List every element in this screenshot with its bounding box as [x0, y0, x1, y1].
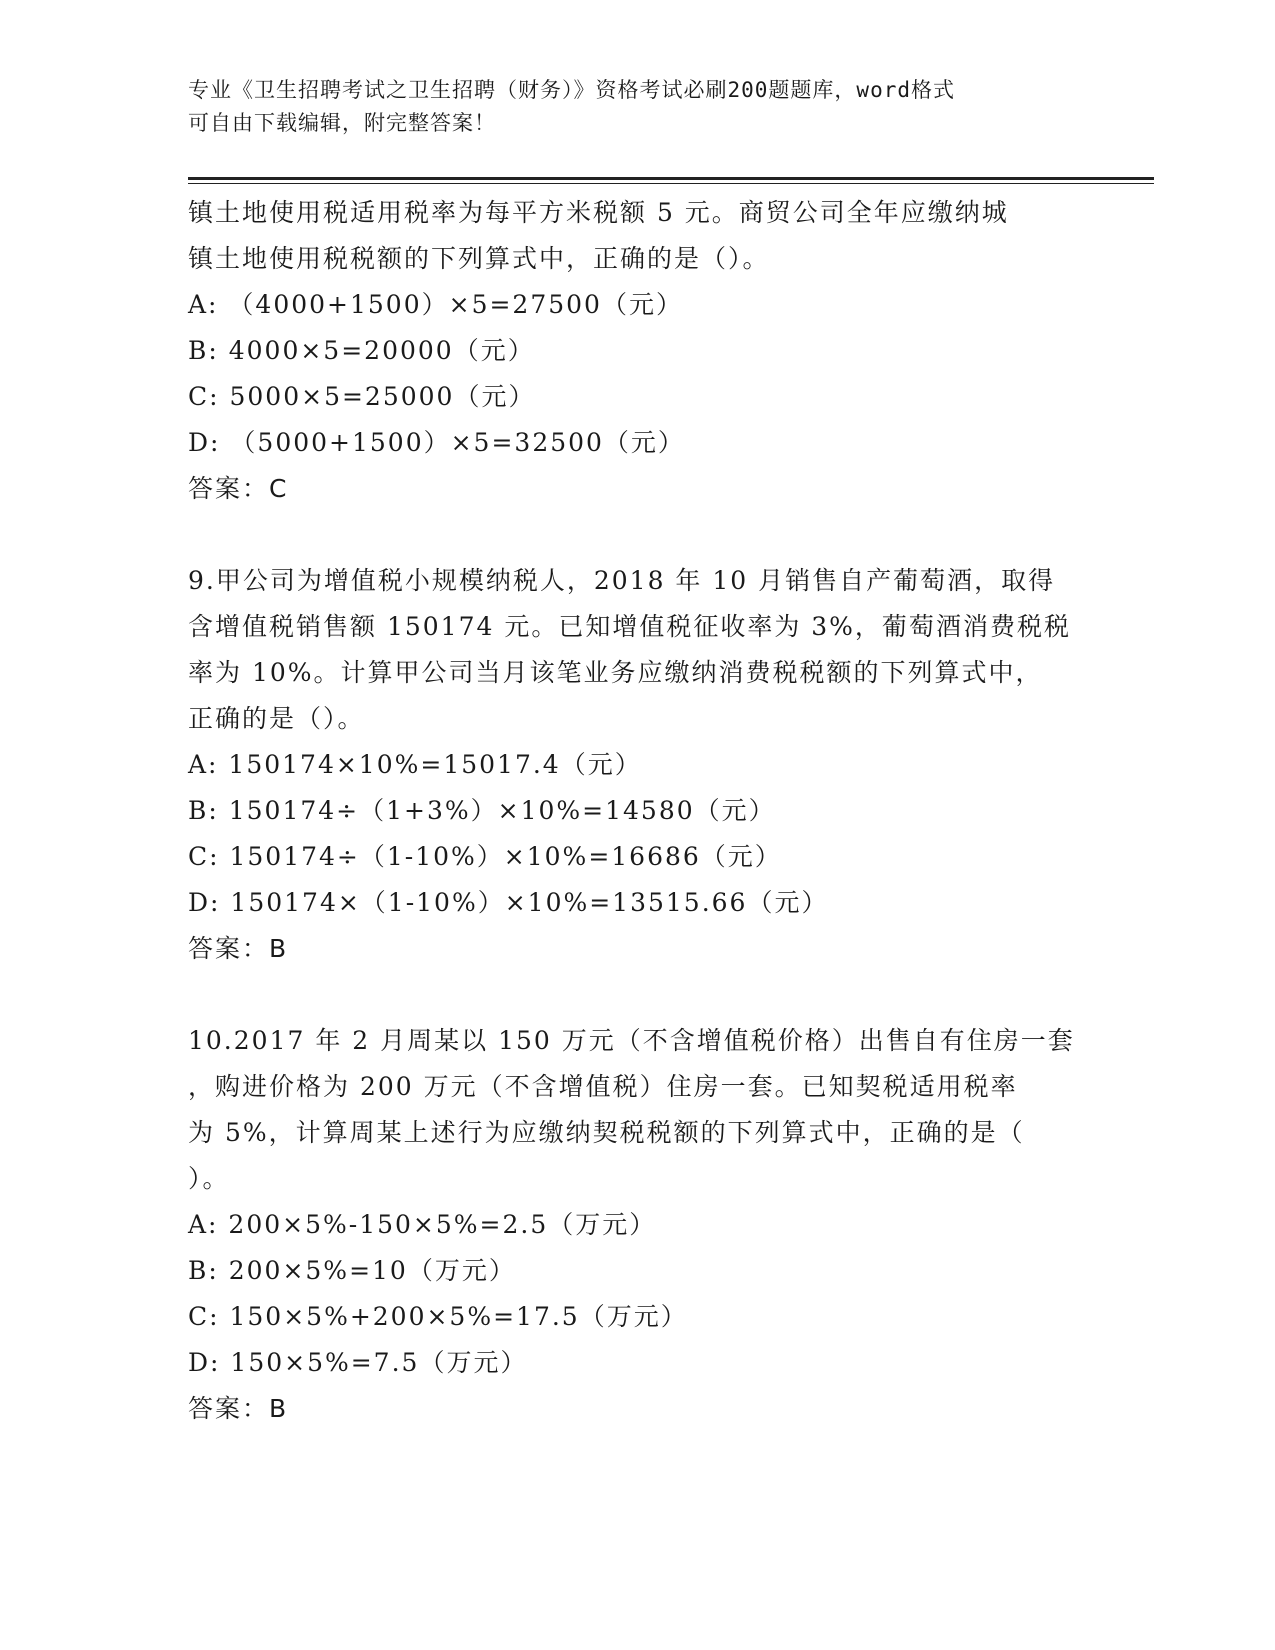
- document-header: [188, 74, 1088, 140]
- question-text-line: 率为 10%。计算甲公司当月该笔业务应缴纳消费税税额的下列算式中，: [188, 658, 1043, 687]
- answer-label: 答案：B: [188, 934, 289, 963]
- option-b: B: 200×5%=10（万元）: [188, 1256, 516, 1285]
- option-c: C: 150174÷（1-10%）×10%=16686（元）: [188, 842, 782, 871]
- question-8-continued: [188, 190, 1088, 512]
- header-divider-thin: [188, 183, 1154, 184]
- header-divider-thick: [188, 177, 1154, 180]
- question-text-line: 含增值税销售额 150174 元。已知增值税征收率为 3%，葡萄酒消费税税: [188, 612, 1071, 641]
- question-text-line: 10.2017 年 2 月周某以 150 万元（不含增值税价格）出售自有住房一套: [188, 1026, 1075, 1055]
- option-d: D: 150×5%=7.5（万元）: [188, 1348, 528, 1377]
- answer-label: 答案：C: [188, 474, 289, 503]
- option-c: C: 5000×5=25000（元）: [188, 382, 536, 411]
- question-text-line: 为 5%，计算周某上述行为应缴纳契税税额的下列算式中，正确的是（: [188, 1118, 1025, 1147]
- spacer: [188, 512, 1088, 558]
- option-a: A: 200×5%-150×5%=2.5（万元）: [188, 1210, 657, 1239]
- option-d: D: （5000+1500）×5=32500（元）: [188, 428, 685, 457]
- answer-label: 答案：B: [188, 1394, 289, 1423]
- option-a: A: （4000+1500）×5=27500（元）: [188, 290, 683, 319]
- option-b: B: 4000×5=20000（元）: [188, 336, 535, 365]
- question-text-line: 镇土地使用税税额的下列算式中，正确的是（）。: [188, 244, 770, 273]
- option-d: D: 150174×（1-10%）×10%=13515.66（元）: [188, 888, 829, 917]
- header-line-2: 可自由下载编辑，附完整答案！: [188, 111, 496, 135]
- question-text-line: 正确的是（）。: [188, 704, 365, 733]
- option-b: B: 150174÷（1+3%）×10%=14580（元）: [188, 796, 776, 825]
- question-10: [188, 1018, 1088, 1432]
- question-text-line: ）。: [188, 1164, 230, 1193]
- question-text-line: 9.甲公司为增值税小规模纳税人，2018 年 10 月销售自产葡萄酒，取得: [188, 566, 1056, 595]
- question-text-line: ，购进价格为 200 万元（不含增值税）住房一套。已知契税适用税率: [188, 1072, 1018, 1101]
- spacer: [188, 972, 1088, 1018]
- option-a: A: 150174×10%=15017.4（元）: [188, 750, 642, 779]
- option-c: C: 150×5%+200×5%=17.5（万元）: [188, 1302, 688, 1331]
- question-9: [188, 558, 1088, 972]
- question-content: [188, 190, 1088, 1432]
- question-text-line: 镇土地使用税适用税率为每平方米税额 5 元。商贸公司全年应缴纳城: [188, 198, 1009, 227]
- header-line-1: 专业《卫生招聘考试之卫生招聘（财务）》资格考试必刷200题题库，word格式: [188, 78, 955, 102]
